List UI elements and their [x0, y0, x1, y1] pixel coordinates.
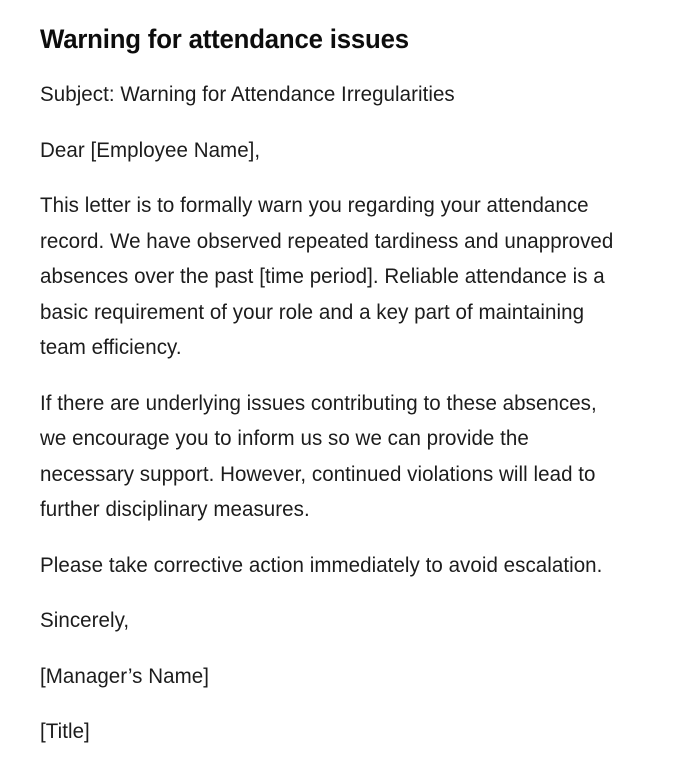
signature-name: [Manager’s Name]	[40, 664, 209, 688]
closing-salutation: Sincerely,	[40, 609, 130, 632]
body-paragraph-2: If there are underlying issues contributing to these absences, we encourage you to inform us so we can provide the necessary support. However, continued violations will lead to further disciplinary measures.	[40, 391, 597, 521]
subject-line: Subject: Warning for Attendance Irregularities	[40, 83, 455, 106]
body-paragraph-1: This letter is to formally warn you regarding your attendance record. We have observed repeated tardiness and unapproved absences over the past [time period]. Reliable attendance is a basic requirement of your role and a key part of maintaining team efficiency.	[40, 194, 614, 359]
body-paragraph-3: Please take corrective action immediately to avoid escalation.	[40, 553, 603, 577]
salutation: Dear [Employee Name],	[40, 138, 261, 162]
signature-title: [Title]	[40, 720, 90, 743]
letter-body	[40, 77, 634, 750]
page-title: Warning for attendance issues	[40, 24, 409, 54]
